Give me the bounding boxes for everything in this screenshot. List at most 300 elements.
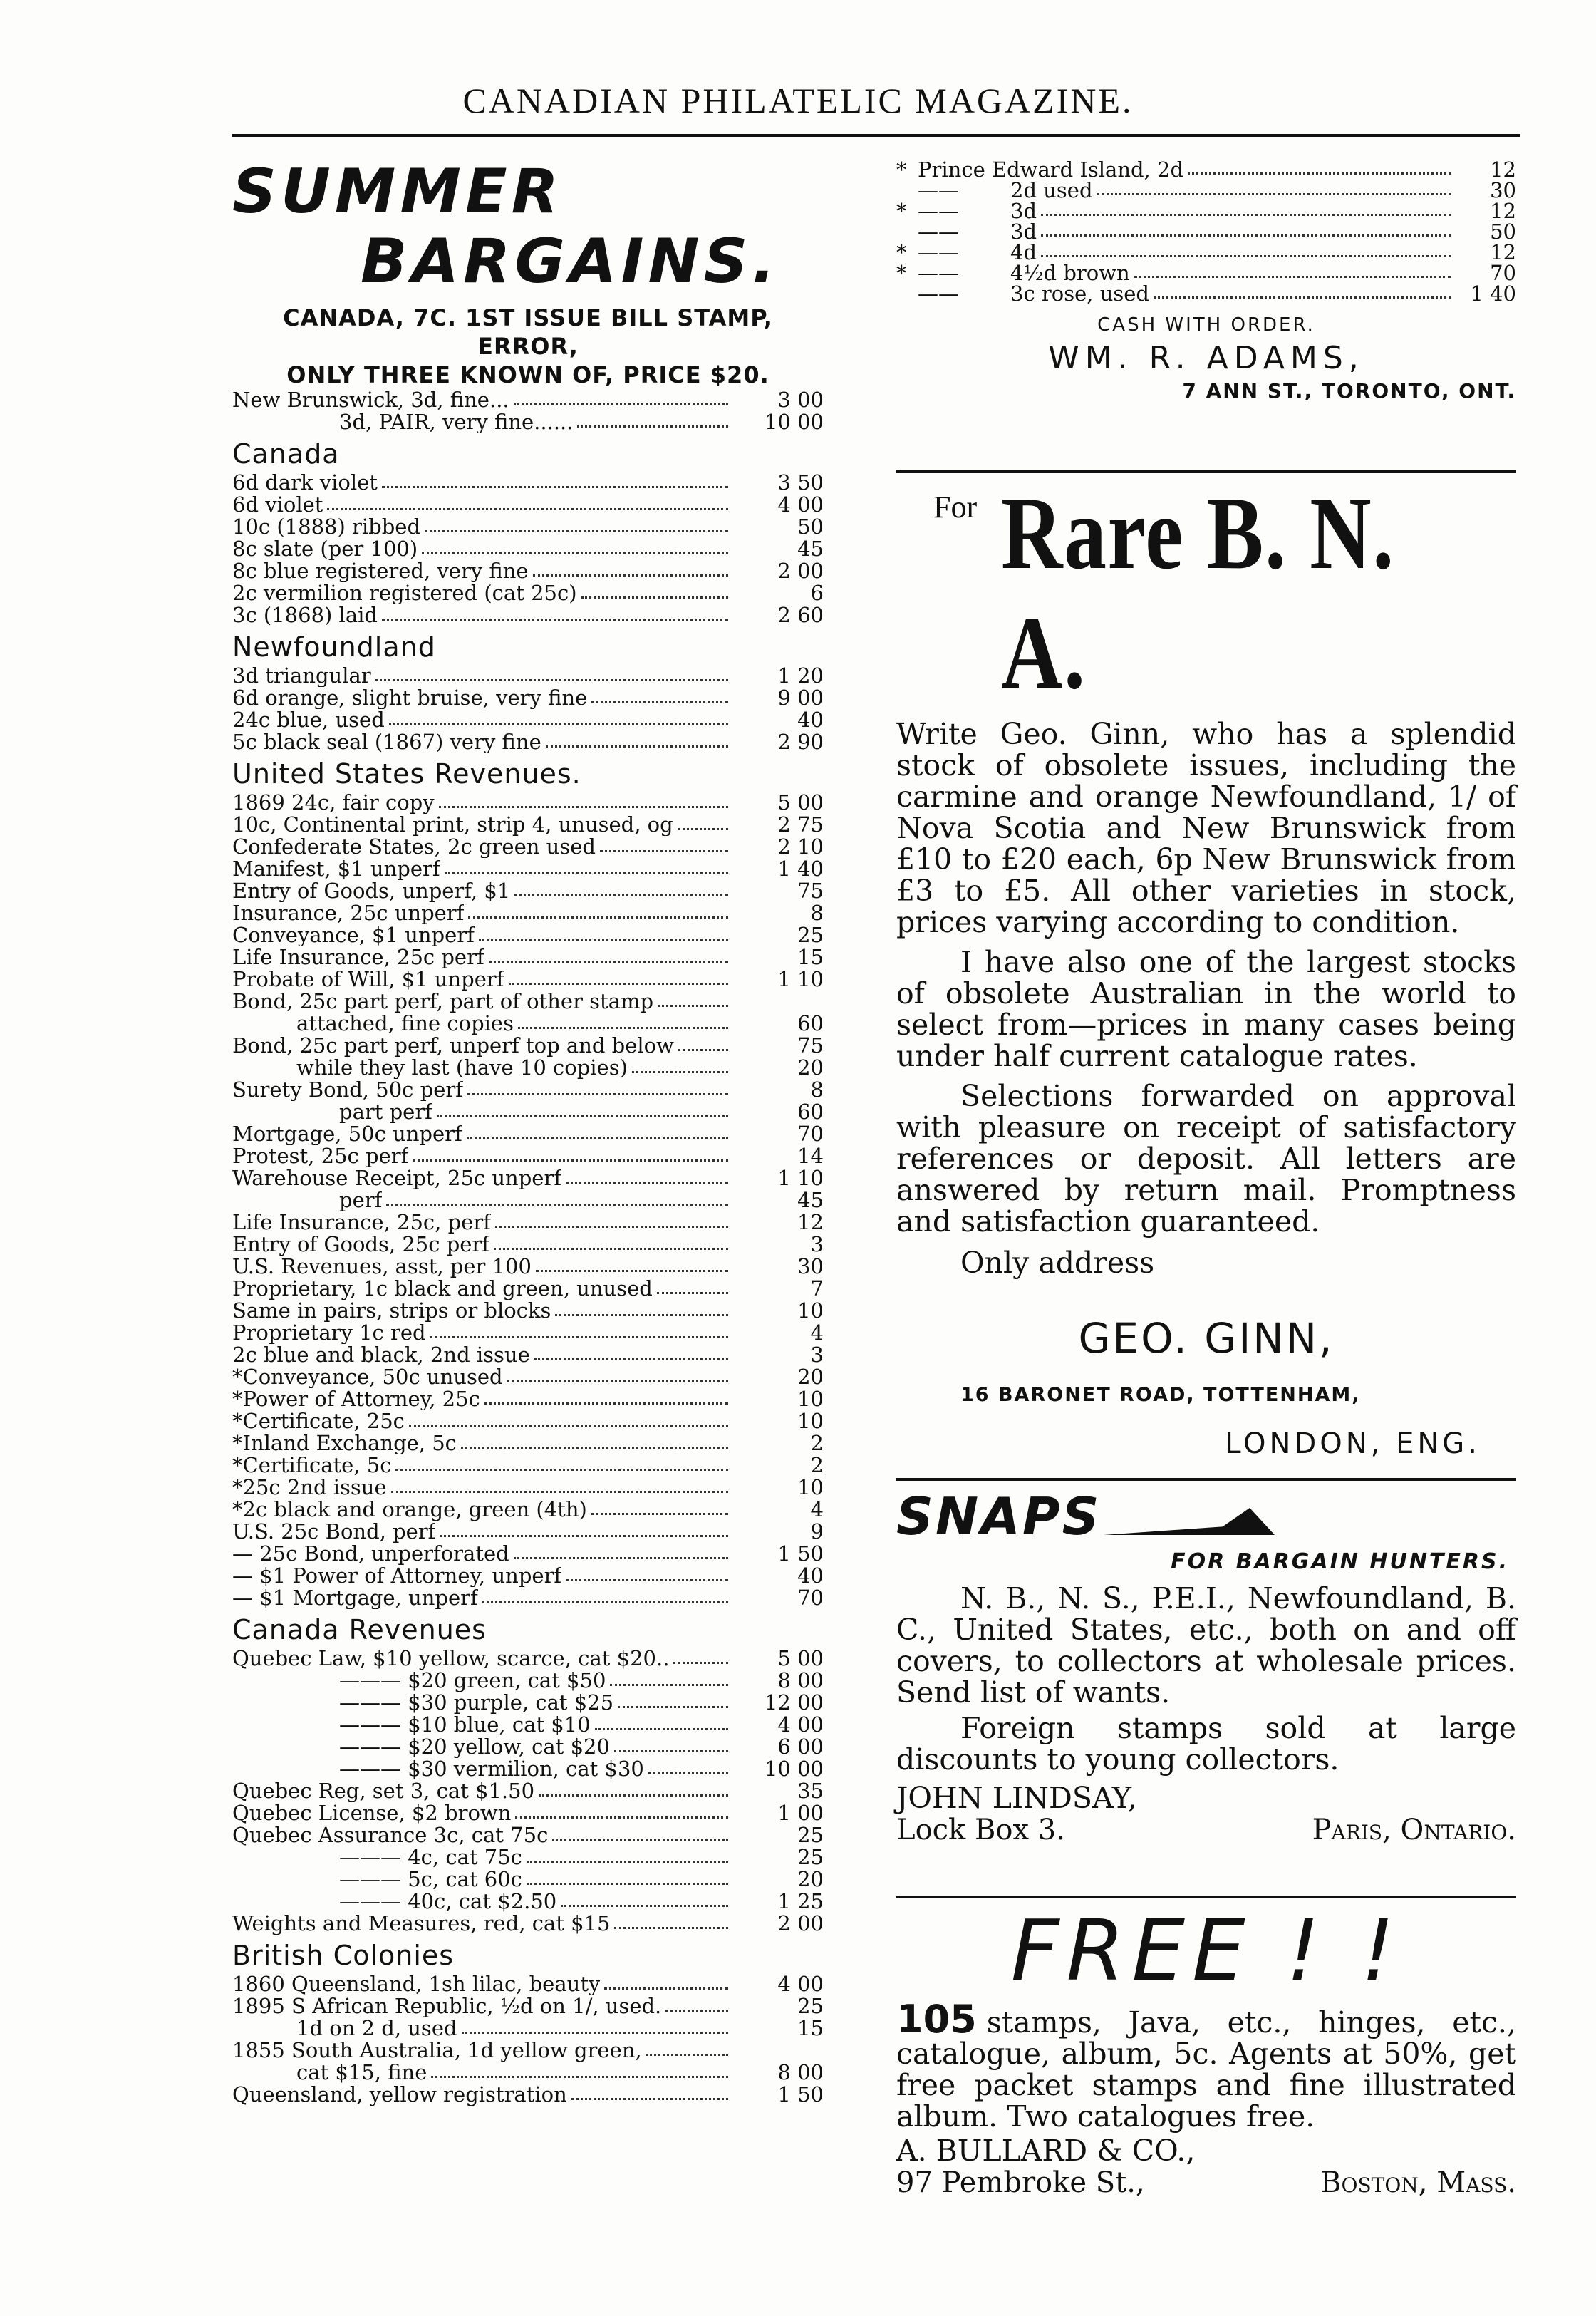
item-price: 2 00	[777, 559, 824, 583]
price-row	[232, 582, 824, 604]
leader-dots	[413, 1159, 728, 1162]
snaps-city: Paris, Ontario.	[1312, 1814, 1516, 1846]
pei-price: 12	[1490, 240, 1516, 264]
leader-dots	[546, 745, 728, 748]
leader-dots	[514, 403, 728, 405]
price-row	[232, 991, 824, 1013]
item-description: while they last (have 10 copies)	[296, 1057, 628, 1079]
price-row	[232, 1714, 824, 1736]
snaps-title: SNAPS	[896, 1487, 1102, 1546]
price-row	[232, 516, 824, 538]
item-price: 1 25	[777, 1889, 824, 1913]
item-price: 30	[797, 1254, 824, 1278]
price-row	[232, 1101, 824, 1123]
price-row	[232, 411, 824, 433]
item-price: 75	[797, 1033, 824, 1058]
price-row	[232, 1035, 824, 1057]
leader-dots	[495, 1226, 728, 1228]
item-description: Mortgage, 50c unperf	[232, 1123, 462, 1145]
item-price: 3 00	[777, 388, 824, 412]
item-price: 2 60	[777, 603, 824, 627]
cash-with-order: CASH WITH ORDER.	[1097, 314, 1315, 336]
price-row	[232, 1234, 824, 1256]
leader-dots	[552, 1839, 728, 1841]
item-price: 25	[797, 1823, 824, 1847]
item-price: 70	[797, 1122, 824, 1146]
snaps-subtitle: FOR BARGAIN HUNTERS.	[1171, 1549, 1509, 1574]
item-price: 7	[810, 1276, 824, 1301]
price-row	[232, 1477, 824, 1499]
leader-dots	[1134, 276, 1451, 278]
price-row	[232, 1521, 824, 1543]
item-description: 1869 24c, fair copy	[232, 792, 435, 814]
rule-3	[896, 1896, 1516, 1898]
item-description: Entry of Goods, unperf, $1	[232, 880, 511, 902]
item-price: 1 10	[777, 967, 824, 991]
price-row	[232, 1565, 824, 1587]
price-row	[232, 1973, 824, 1995]
price-row	[232, 389, 824, 411]
item-description: 6d violet	[232, 494, 323, 516]
leader-dots	[445, 872, 728, 874]
item-description: *25c 2nd issue	[232, 1477, 387, 1499]
item-description: 24c blue, used	[232, 709, 385, 731]
price-row	[232, 604, 824, 626]
item-description: Queensland, yellow registration	[232, 2084, 567, 2106]
item-description: — 25c Bond, unperforated	[232, 1543, 509, 1565]
item-description: 1d on 2 d, used	[296, 2017, 457, 2040]
item-description: 1855 South Australia, 1d yellow green,	[232, 2040, 642, 2062]
leader-dots	[507, 1380, 728, 1382]
price-row	[232, 1758, 824, 1780]
price-row	[232, 1366, 824, 1388]
leader-dots	[1041, 214, 1451, 216]
item-description: 10c, Continental print, strip 4, unused, og	[232, 814, 673, 836]
leader-dots	[618, 1706, 728, 1708]
item-description: Conveyance, $1 unperf	[232, 924, 475, 946]
for-word: For	[933, 490, 978, 524]
item-description: Entry of Goods, 25c perf	[232, 1234, 490, 1256]
item-price: 10	[797, 1409, 824, 1433]
price-row	[232, 2040, 824, 2062]
price-row	[232, 1824, 824, 1846]
free-signature-line	[896, 2166, 1516, 2199]
leader-dots	[527, 1883, 728, 1885]
leader-dots	[539, 1794, 728, 1797]
pei-row	[896, 180, 1516, 201]
pei-price: 12	[1490, 199, 1516, 223]
leader-dots	[509, 983, 729, 985]
ditto-dash: ——	[918, 222, 959, 242]
leader-dots	[591, 1513, 728, 1515]
price-row	[232, 2084, 824, 2106]
item-description: Quebec Assurance 3c, cat 75c	[232, 1824, 549, 1846]
item-description: ——— $20 green, cat $50	[339, 1670, 606, 1692]
ginn-headline	[896, 473, 1516, 713]
price-row	[232, 1167, 824, 1189]
price-row	[232, 1278, 824, 1300]
item-description: ——— $30 purple, cat $25	[339, 1692, 614, 1714]
item-price: 1 20	[777, 663, 824, 688]
item-price: 10	[797, 1387, 824, 1411]
pei-price: 30	[1490, 178, 1516, 202]
item-description: *Conveyance, 50c unused	[232, 1366, 503, 1388]
item-price: 25	[797, 923, 824, 947]
item-description: Quebec License, $2 brown	[232, 1802, 512, 1824]
leader-dots	[515, 1816, 728, 1819]
star-mark: *	[896, 160, 907, 180]
running-head: CANADIAN PHILATELIC MAGAZINE.	[462, 81, 1134, 120]
summer-bargains-column	[232, 147, 824, 2106]
leader-dots	[1097, 193, 1451, 195]
price-row	[232, 1670, 824, 1692]
item-price: 12	[797, 1210, 824, 1234]
price-row	[232, 1079, 824, 1101]
leader-dots	[425, 530, 728, 532]
item-description: Same in pairs, strips or blocks	[232, 1300, 551, 1322]
price-row	[232, 1013, 824, 1035]
pei-row	[896, 157, 1516, 182]
item-price: 2 75	[777, 812, 824, 837]
leader-dots	[658, 1005, 728, 1007]
leader-dots	[566, 1182, 728, 1184]
leader-dots	[514, 1557, 728, 1559]
pei-row	[896, 219, 1516, 244]
item-description: ——— $20 yellow, cat $20	[339, 1736, 610, 1758]
leader-dots	[431, 2076, 728, 2078]
section-heading: United States Revenues.	[232, 758, 581, 790]
item-price: 8	[810, 1077, 824, 1102]
free-paragraph	[896, 1997, 1516, 2134]
price-row	[232, 880, 824, 902]
item-price: 4 00	[777, 492, 824, 517]
leader-dots	[468, 916, 728, 919]
pei-price: 12	[1490, 157, 1516, 182]
item-price: 20	[797, 1055, 824, 1080]
leader-dots	[591, 701, 728, 703]
item-price: 15	[797, 945, 824, 969]
item-description: 3d triangular	[232, 665, 371, 687]
leader-dots	[327, 508, 728, 510]
price-row	[232, 2017, 824, 2040]
leader-dots	[1041, 255, 1451, 257]
price-row	[232, 1780, 824, 1802]
price-row	[232, 494, 824, 516]
item-description: Proprietary 1c red	[232, 1322, 426, 1344]
leader-dots	[494, 1248, 728, 1250]
item-description: 1895 S African Republic, ½d on 1/, used.	[232, 1995, 662, 2017]
section-heading: Newfoundland	[232, 631, 436, 663]
price-row	[232, 1300, 824, 1322]
price-row	[232, 968, 824, 991]
item-price: 12 00	[764, 1690, 824, 1715]
item-description: part perf	[339, 1101, 432, 1123]
item-description: Quebec Reg, set 3, cat $1.50	[232, 1780, 535, 1802]
leader-dots	[595, 1728, 728, 1730]
ginn-name: GEO. GINN,	[1078, 1314, 1335, 1363]
price-row	[232, 1846, 824, 1868]
pei-description: * Prince Edward Island, 2d	[896, 160, 1184, 180]
item-description: — $1 Mortgage, unperf	[232, 1587, 478, 1609]
star-mark: *	[896, 201, 907, 222]
item-description: — $1 Power of Attorney, unperf	[232, 1565, 562, 1587]
item-price: 40	[797, 708, 824, 732]
snaps-paragraph-1: N. B., N. S., P.E.I., Newfoundland, B. C., United States, etc., both on and off covers, to collectors at wholesale prices. Send list of wants.	[896, 1581, 1516, 1710]
price-row	[232, 2062, 824, 2084]
price-row	[232, 1410, 824, 1432]
pei-description: —— 3d	[918, 222, 1037, 242]
leader-dots	[604, 1987, 728, 1990]
item-description: Life Insurance, 25c, perf	[232, 1211, 491, 1234]
item-description: *Inland Exchange, 5c	[232, 1432, 457, 1454]
item-price: 4	[810, 1497, 824, 1521]
free-title: FREE ! !	[1010, 1901, 1402, 2000]
ditto-dash: ——	[918, 284, 959, 304]
price-row	[232, 1388, 824, 1410]
item-price: 6	[810, 581, 824, 605]
item-description: *Power of Attorney, 25c	[232, 1388, 480, 1410]
lindsay-ad	[896, 1487, 1516, 1846]
free-name: A. BULLARD & CO.,	[896, 2134, 1196, 2168]
leader-dots	[389, 723, 728, 725]
leader-dots	[395, 1469, 728, 1471]
pei-description: —— 3c rose, used	[918, 284, 1149, 304]
item-price: 8	[810, 901, 824, 925]
price-row	[232, 836, 824, 858]
item-price: 2 90	[777, 730, 824, 754]
item-description: Surety Bond, 50c perf	[232, 1079, 463, 1101]
price-row	[232, 1692, 824, 1714]
item-price: 3	[810, 1343, 824, 1367]
free-street: 97 Pembroke St.,	[896, 2166, 1145, 2199]
item-price: 2 00	[777, 1911, 824, 1935]
leader-dots	[518, 1027, 728, 1029]
ditto-dash: ——	[918, 201, 959, 222]
price-row	[232, 858, 824, 880]
leader-dots	[555, 1314, 728, 1316]
item-price: 6 00	[777, 1735, 824, 1759]
item-description: Quebec Law, $10 yellow, scarce, cat $20..	[232, 1648, 670, 1670]
adams-address: 7 ANN ST., TORONTO, ONT.	[1182, 379, 1516, 403]
leader-dots	[422, 552, 728, 554]
ginn-road: 16 BARONET ROAD, TOTTENHAM,	[960, 1384, 1361, 1406]
price-row	[232, 538, 824, 560]
item-description: ——— $10 blue, cat $10	[339, 1714, 591, 1736]
item-description: 3c (1868) laid	[232, 604, 378, 626]
item-description: 2c vermilion registered (cat 25c)	[232, 582, 577, 604]
item-description: perf	[339, 1189, 383, 1211]
item-price: 40	[797, 1563, 824, 1588]
leader-dots	[467, 1137, 728, 1139]
item-price: 70	[797, 1586, 824, 1610]
price-row	[232, 1145, 824, 1167]
ditto-dash: ——	[918, 180, 959, 201]
item-description: ——— 4c, cat 75c	[339, 1846, 522, 1868]
pei-price-list	[896, 157, 1516, 306]
price-list	[232, 389, 824, 2106]
item-price: 2	[810, 1431, 824, 1455]
item-price: 4 00	[777, 1712, 824, 1737]
item-price: 60	[797, 1100, 824, 1124]
item-description: attached, fine copies	[296, 1013, 514, 1035]
item-description: 5c black seal (1867) very fine	[232, 731, 542, 753]
item-price: 10	[797, 1475, 824, 1499]
item-price: 25	[797, 1845, 824, 1869]
item-description: 6d orange, slight bruise, very fine	[232, 687, 588, 709]
item-price: 4	[810, 1320, 824, 1345]
price-row	[232, 472, 824, 494]
item-price: 1 40	[777, 857, 824, 881]
pei-row	[896, 263, 1516, 284]
leader-dots	[648, 1772, 728, 1774]
adams-ad	[896, 157, 1516, 403]
leader-dots	[482, 1601, 728, 1603]
leader-dots	[665, 2010, 728, 2012]
free-number: 105	[896, 1997, 977, 2042]
item-description: 1860 Queensland, 1sh lilac, beauty	[232, 1973, 601, 1995]
item-price: 9	[810, 1519, 824, 1544]
item-description: 10c (1888) ribbed	[232, 516, 421, 538]
price-row	[232, 665, 824, 687]
price-row	[232, 1499, 824, 1521]
price-row	[232, 1057, 824, 1079]
item-price: 10 00	[764, 410, 824, 434]
leader-dots	[437, 1115, 728, 1117]
item-description: 2c blue and black, 2nd issue	[232, 1344, 530, 1366]
item-description: Bond, 25c part perf, unperf top and below	[232, 1035, 674, 1057]
item-price: 2 10	[777, 834, 824, 859]
title-summer: SUMMER	[232, 156, 563, 227]
item-description: Probate of Will, $1 unperf	[232, 968, 504, 991]
leader-dots	[1154, 296, 1451, 299]
item-price: 60	[797, 1011, 824, 1035]
item-description: Manifest, $1 unperf	[232, 858, 440, 880]
leader-dots	[1188, 172, 1451, 175]
leader-dots	[533, 574, 728, 577]
price-row	[232, 1211, 824, 1234]
price-row	[232, 731, 824, 753]
ditto-dash: ——	[918, 263, 959, 284]
pei-row	[896, 281, 1516, 306]
price-row	[232, 1344, 824, 1366]
item-price: 3 50	[777, 470, 824, 495]
section-heading: Canada Revenues	[232, 1614, 487, 1645]
item-price: 5 00	[777, 790, 824, 815]
leader-dots	[461, 1447, 728, 1449]
item-description: 8c slate (per 100)	[232, 538, 418, 560]
ginn-paragraph-3: Selections forwarded on approval with pleasure on receipt of satisfactory references or deposit. All letters are answered by return mail. Promptness and satisfaction guaranteed.	[896, 1079, 1516, 1239]
item-price: 20	[797, 1867, 824, 1891]
item-price: 8 00	[777, 2060, 824, 2084]
price-row	[232, 902, 824, 924]
item-price: 35	[797, 1779, 824, 1803]
star-mark: *	[896, 263, 907, 284]
leader-dots	[571, 2098, 728, 2100]
leader-dots	[646, 2054, 728, 2056]
item-price: 9 00	[777, 686, 824, 710]
ginn-paragraph-1: Write Geo. Ginn, who has a splendid stock of obsolete issues, including the carmine and orange Newfoundland, 1/ of Nova Scotia and New Brunswick from £10 to £20 each, 6p New Brunswick from £3 to £5. All other varieties in stock, prices varying according to condition.	[896, 717, 1516, 939]
snaps-paragraph-2: Foreign stamps sold at large discounts to young collectors.	[896, 1711, 1516, 1777]
ginn-ad	[896, 473, 1516, 1460]
item-description: *Certificate, 5c	[232, 1454, 392, 1477]
adams-name: WM. R. ADAMS,	[1048, 340, 1364, 376]
leader-dots	[577, 425, 728, 428]
leader-dots	[386, 1204, 728, 1206]
head-rule	[232, 134, 1520, 137]
item-description: ——— 40c, cat $2.50	[339, 1891, 557, 1913]
leader-dots	[489, 961, 728, 963]
leader-dots	[439, 806, 728, 808]
leader-dots	[382, 486, 728, 488]
leader-dots	[375, 679, 728, 681]
wedge-ornament-icon	[1104, 1504, 1275, 1539]
item-description: cat $15, fine	[296, 2062, 428, 2084]
item-price: 1 50	[777, 1541, 824, 1566]
item-description: Protest, 25c perf	[232, 1145, 409, 1167]
item-description: Insurance, 25c unperf	[232, 902, 465, 924]
pei-row	[896, 201, 1516, 222]
price-row	[232, 1256, 824, 1278]
leader-dots	[673, 1662, 728, 1664]
price-row	[232, 814, 824, 836]
item-description: Confederate States, 2c green used	[232, 836, 596, 858]
leader-dots	[600, 850, 728, 852]
price-row	[232, 1543, 824, 1565]
leader-dots	[632, 1071, 728, 1073]
pei-row	[896, 242, 1516, 263]
section-heading: British Colonies	[232, 1940, 455, 1971]
price-row	[232, 1432, 824, 1454]
item-price: 50	[797, 515, 824, 539]
item-price: 1 00	[777, 1801, 824, 1825]
ginn-only-address: Only address	[960, 1246, 1155, 1280]
price-row	[232, 924, 824, 946]
leader-dots	[514, 894, 728, 896]
leader-dots	[527, 1861, 728, 1863]
leader-dots	[479, 939, 728, 941]
leader-dots	[536, 1270, 728, 1272]
item-description: U.S. Revenues, asst, per 100	[232, 1256, 532, 1278]
item-description: ——— $30 vermilion, cat $30	[339, 1758, 644, 1780]
price-row	[232, 1322, 824, 1344]
item-price: 1 10	[777, 1166, 824, 1190]
price-row	[232, 1913, 824, 1935]
item-price: 25	[797, 1994, 824, 2018]
ginn-paragraph-2: I have also one of the largest stocks of obsolete Australian in the world to select from—prices in many cases being under half current catalogue rates.	[896, 945, 1516, 1073]
leader-dots	[614, 1927, 728, 1929]
leader-dots	[678, 828, 728, 830]
ditto-dash: ——	[918, 242, 959, 263]
snaps-signature-line	[896, 1814, 1516, 1846]
leader-dots	[467, 1093, 728, 1095]
ginn-city: LONDON, ENG.	[1225, 1427, 1481, 1460]
rule-2	[896, 1478, 1516, 1481]
price-row	[232, 1123, 824, 1145]
item-price: 8 00	[777, 1668, 824, 1692]
item-price: 1 50	[777, 2082, 824, 2106]
item-price: 45	[797, 1188, 824, 1212]
price-row	[232, 560, 824, 582]
leader-dots	[614, 1750, 728, 1752]
item-price: 5 00	[777, 1646, 824, 1670]
price-row	[232, 792, 824, 814]
leader-dots	[561, 1905, 728, 1907]
item-price: 4 00	[777, 1972, 824, 1996]
price-row	[232, 946, 824, 968]
item-price: 10 00	[764, 1757, 824, 1781]
item-description: Warehouse Receipt, 25c unperf	[232, 1167, 562, 1189]
price-row	[232, 1802, 824, 1824]
